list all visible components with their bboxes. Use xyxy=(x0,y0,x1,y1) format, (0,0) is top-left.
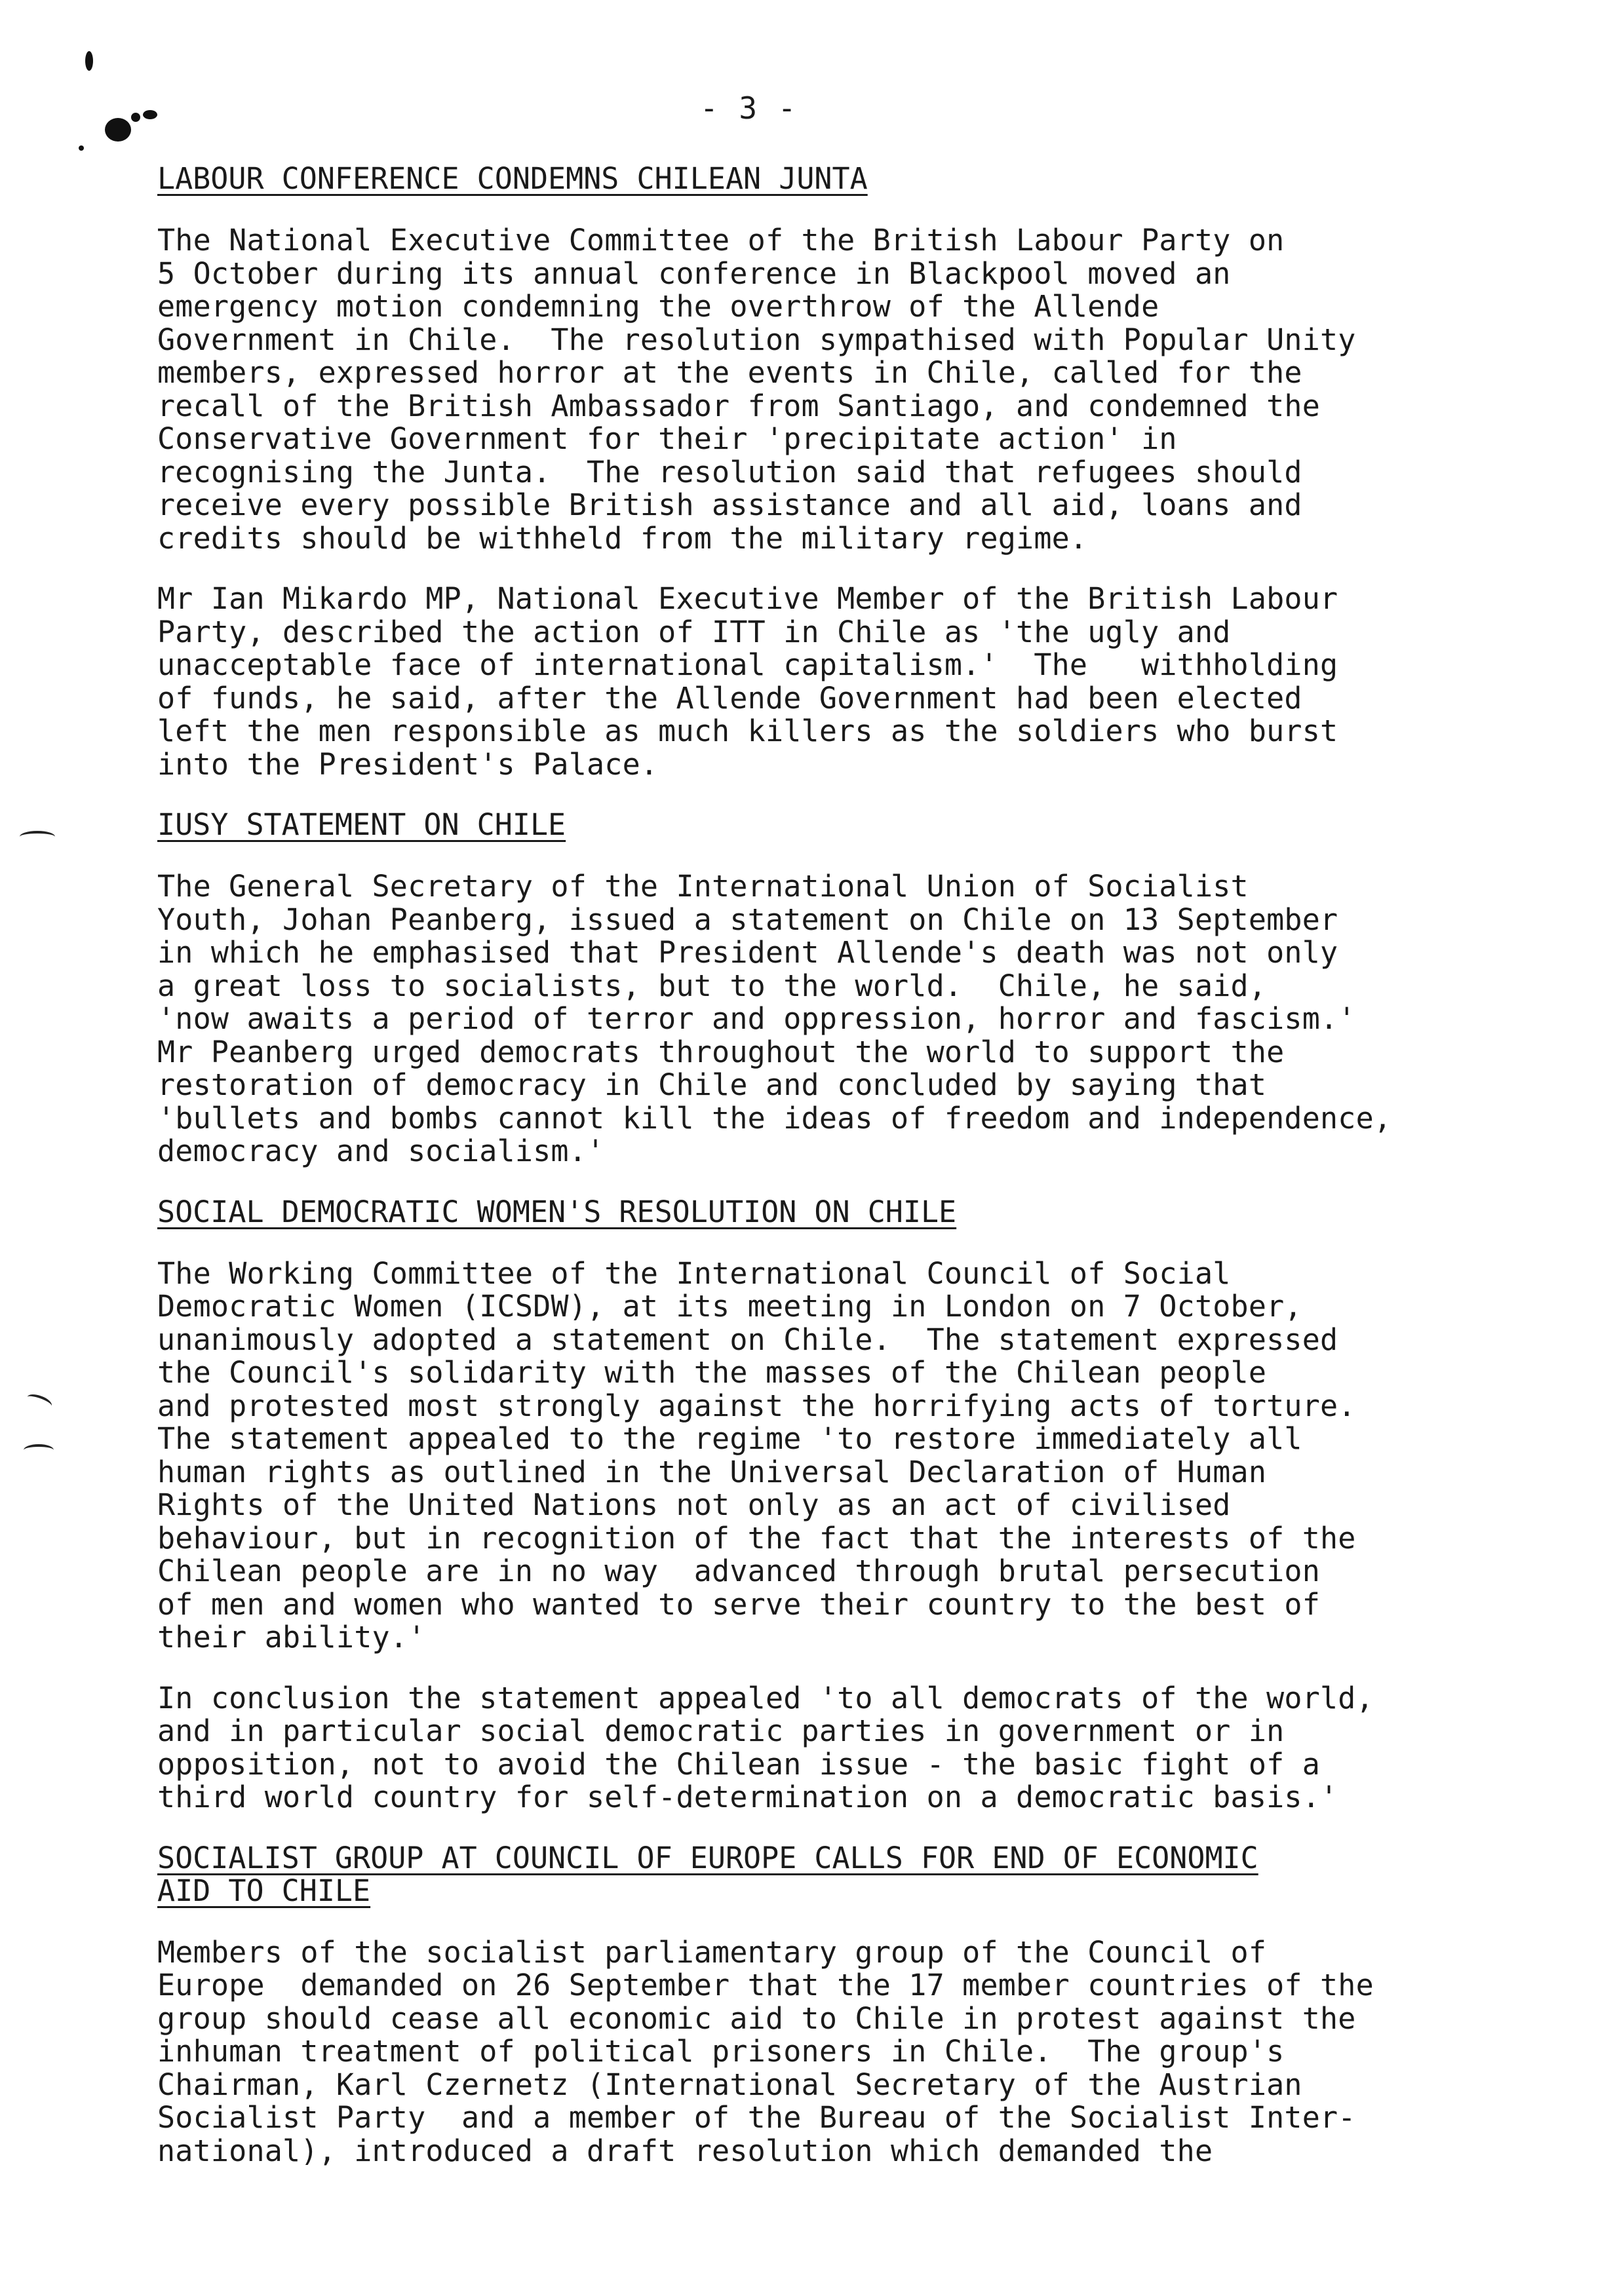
text-line: credits should be withheld from the military regime. xyxy=(157,520,1088,556)
text-line: into the President's Palace. xyxy=(157,746,659,782)
text-line: human rights as outlined in the Universal Declaration of Human xyxy=(157,1454,1267,1489)
text-line: 'now awaits a period of terror and oppression, horror and fascism.' xyxy=(157,1001,1356,1036)
text-line: Europe demanded on 26 September that the 17 member countries of the xyxy=(157,1968,1374,2002)
section-heading: LABOUR CONFERENCE CONDEMNS CHILEAN JUNTA xyxy=(157,161,868,196)
text-line: Conservative Government for their 'precipitate action' in xyxy=(157,421,1177,456)
text-line: of funds, he said, after the Allende Government had been elected xyxy=(157,680,1302,716)
text-line: Rights of the United Nations not only as an act of civilised xyxy=(157,1487,1231,1522)
text-line: The General Secretary of the International Union of Socialist xyxy=(157,869,1249,904)
paragraph xyxy=(157,1936,1494,2168)
text-line: Government in Chile. The resolution sympathised with Popular Unity xyxy=(157,322,1356,357)
text-line: and protested most strongly against the horrifying acts of torture. xyxy=(157,1388,1356,1423)
text-line: in which he emphasised that President Allende's death was not only xyxy=(157,935,1338,970)
paragraph xyxy=(157,1682,1494,1814)
margin-mark xyxy=(25,1392,54,1412)
text-line: Members of the socialist parliamentary group of the Council of xyxy=(157,1934,1267,1970)
paragraph xyxy=(157,583,1494,781)
margin-mark xyxy=(20,831,55,843)
text-line: unacceptable face of international capitalism.' The withholding xyxy=(157,647,1338,682)
text-line: Mr Peanberg urged democrats throughout the world to support the xyxy=(157,1034,1285,1069)
text-line: Youth, Johan Peanberg, issued a statement on Chile on 13 September xyxy=(157,902,1338,937)
ink-blot xyxy=(143,110,157,119)
section-heading: IUSY STATEMENT ON CHILE xyxy=(157,807,566,842)
text-line: their ability.' xyxy=(157,1620,426,1655)
text-line: recognising the Junta. The resolution said that refugees should xyxy=(157,454,1302,489)
text-line: national), introduced a draft resolution which demanded the xyxy=(157,2133,1213,2168)
text-line: In conclusion the statement appealed 'to all democrats of the world, xyxy=(157,1680,1374,1715)
ink-blot xyxy=(79,145,84,151)
text-line: 5 October during its annual conference in Blackpool moved an xyxy=(157,256,1231,291)
text-line: inhuman treatment of political prisoners in Chile. The group's xyxy=(157,2034,1285,2069)
text-line: third world country for self-determination on a democratic basis.' xyxy=(157,1780,1338,1814)
section-heading: SOCIALIST GROUP AT COUNCIL OF EUROPE CALLS FOR END OF ECONOMIC AID TO CHILE xyxy=(157,1840,1258,1908)
text-line: The Working Committee of the International Council of Social xyxy=(157,1255,1231,1291)
text-line: left the men responsible as much killers as the soldiers who burst xyxy=(157,714,1338,748)
text-line: members, expressed horror at the events in Chile, called for the xyxy=(157,355,1302,390)
text-line: Chairman, Karl Czernetz (International Secretary of the Austrian xyxy=(157,2067,1302,2102)
text-line: the Council's solidarity with the masses of the Chilean people xyxy=(157,1355,1267,1390)
text-line: group should cease all economic aid to Chile in protest against the xyxy=(157,2000,1356,2036)
document-body xyxy=(157,163,1494,2195)
text-line: receive every possible British assistance and all aid, loans and xyxy=(157,488,1302,522)
text-line: democracy and socialism.' xyxy=(157,1134,605,1168)
paragraph xyxy=(157,224,1494,555)
text-line: The National Executive Committee of the British Labour Party on xyxy=(157,223,1285,258)
text-line: 'bullets and bombs cannot kill the ideas of freedom and independence, xyxy=(157,1100,1392,1136)
text-line: of men and women who wanted to serve their country to the best of xyxy=(157,1586,1320,1622)
text-line: behaviour, but in recognition of the fact that the interests of the xyxy=(157,1520,1356,1556)
text-line: Democratic Women (ICSDW), at its meeting in London on 7 October, xyxy=(157,1289,1302,1324)
ink-blot xyxy=(85,51,93,71)
text-line: emergency motion condemning the overthrow of the Allende xyxy=(157,289,1159,324)
section-heading: SOCIAL DEMOCRATIC WOMEN'S RESOLUTION ON CHILE xyxy=(157,1194,957,1229)
article-section xyxy=(157,809,1494,1168)
article-section xyxy=(157,163,1494,781)
text-line: Socialist Party and a member of the Bureau of the Socialist Inter- xyxy=(157,2100,1356,2135)
text-line: recall of the British Ambassador from Santiago, and condemned the xyxy=(157,388,1320,423)
page-number: - 3 - xyxy=(700,90,798,126)
article-section xyxy=(157,1196,1494,1814)
text-line: Mr Ian Mikardo MP, National Executive Member of the British Labour xyxy=(157,581,1338,616)
text-line: unanimously adopted a statement on Chile. The statement expressed xyxy=(157,1322,1338,1357)
text-line: a great loss to socialists, but to the world. Chile, he said, xyxy=(157,968,1267,1003)
text-line: Chilean people are in no way advanced through brutal persecution xyxy=(157,1554,1320,1588)
article-section xyxy=(157,1842,1494,2168)
paragraph xyxy=(157,870,1494,1168)
ink-blot xyxy=(105,118,131,142)
paragraph xyxy=(157,1257,1494,1655)
text-line: The statement appealed to the regime 'to restore immediately all xyxy=(157,1421,1302,1456)
text-line: and in particular social democratic parties in government or in xyxy=(157,1713,1285,1748)
margin-mark xyxy=(24,1444,54,1456)
text-line: opposition, not to avoid the Chilean issue - the basic fight of a xyxy=(157,1746,1320,1782)
text-line: restoration of democracy in Chile and concluded by saying that xyxy=(157,1067,1267,1102)
ink-blot xyxy=(131,113,140,122)
text-line: Party, described the action of ITT in Chile as 'the ugly and xyxy=(157,614,1231,649)
